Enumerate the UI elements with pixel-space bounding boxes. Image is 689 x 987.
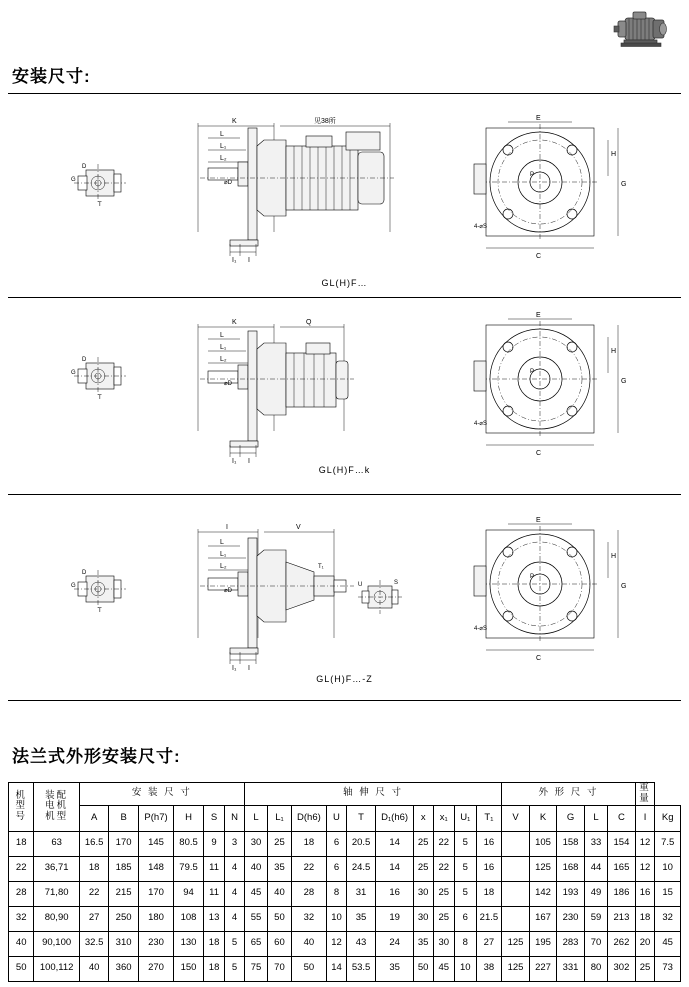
svg-text:E: E bbox=[536, 115, 541, 122]
cell: 24 bbox=[376, 931, 414, 956]
divider-3 bbox=[8, 700, 681, 701]
cell: 18 bbox=[203, 956, 225, 981]
cell: 40 bbox=[291, 931, 327, 956]
cell: 108 bbox=[174, 906, 204, 931]
cell: 125 bbox=[529, 856, 557, 881]
header-group-shaft: 轴 伸 尺 寸 bbox=[244, 783, 501, 806]
svg-text:P: P bbox=[530, 574, 535, 580]
cell-motor: 100,112 bbox=[34, 956, 79, 981]
cell: 75 bbox=[244, 956, 267, 981]
svg-text:C: C bbox=[536, 253, 542, 260]
svg-text:U: U bbox=[358, 582, 363, 588]
cell: 55 bbox=[244, 906, 267, 931]
cell: 7.5 bbox=[655, 831, 681, 856]
cell: 14 bbox=[327, 956, 347, 981]
cell: 18 bbox=[291, 831, 327, 856]
svg-text:Q: Q bbox=[306, 319, 312, 326]
col-Kg: Kg bbox=[655, 805, 681, 831]
svg-text:E: E bbox=[536, 517, 541, 524]
cell: 18 bbox=[203, 931, 225, 956]
cell: 32 bbox=[655, 906, 681, 931]
cell-motor: 36,71 bbox=[34, 856, 79, 881]
cell: 302 bbox=[608, 956, 636, 981]
cell: 5 bbox=[225, 956, 244, 981]
divider-1 bbox=[8, 297, 681, 298]
cell: 40 bbox=[79, 956, 109, 981]
col-L1: L₁ bbox=[268, 805, 291, 831]
table-row bbox=[9, 931, 681, 956]
svg-text:L₁: L₁ bbox=[220, 344, 227, 351]
cell: 167 bbox=[529, 906, 557, 931]
drawing-caption: GL(H)F…k bbox=[318, 465, 371, 475]
svg-text:L: L bbox=[220, 539, 224, 546]
col-I: I bbox=[635, 805, 655, 831]
cell: 32 bbox=[291, 906, 327, 931]
cell: 73 bbox=[655, 956, 681, 981]
svg-text:L₂: L₂ bbox=[220, 563, 227, 570]
cell bbox=[502, 906, 530, 931]
cell: 4 bbox=[225, 856, 244, 881]
cell: 27 bbox=[79, 906, 109, 931]
table-head bbox=[9, 783, 681, 832]
drawing-glhf bbox=[8, 100, 681, 288]
cell: 6 bbox=[327, 856, 347, 881]
cell: 60 bbox=[268, 931, 291, 956]
col-V: V bbox=[502, 805, 530, 831]
svg-text:P: P bbox=[530, 172, 535, 178]
cell: 22 bbox=[433, 856, 455, 881]
cell: 230 bbox=[138, 931, 173, 956]
cell: 43 bbox=[346, 931, 376, 956]
col-A: A bbox=[79, 805, 109, 831]
spec-table bbox=[8, 782, 681, 982]
cell: 6 bbox=[455, 906, 477, 931]
svg-text:L₂: L₂ bbox=[220, 155, 227, 162]
cell-model: 22 bbox=[9, 856, 34, 881]
cell: 16.5 bbox=[79, 831, 109, 856]
svg-text:H: H bbox=[611, 553, 617, 560]
cell: 80.5 bbox=[174, 831, 204, 856]
motor-illustration-icon bbox=[609, 8, 677, 54]
cell-motor: 71,80 bbox=[34, 881, 79, 906]
cell: 20.5 bbox=[346, 831, 376, 856]
svg-text:L₁: L₁ bbox=[220, 143, 227, 150]
svg-text:C: C bbox=[536, 655, 542, 662]
cell: 185 bbox=[109, 856, 138, 881]
svg-text:I: I bbox=[248, 458, 250, 465]
cell: 12 bbox=[635, 856, 655, 881]
cell: 25 bbox=[635, 956, 655, 981]
drawing-caption: GL(H)F…-Z bbox=[316, 674, 373, 684]
table-row bbox=[9, 856, 681, 881]
cell: 53.5 bbox=[346, 956, 376, 981]
cell: 270 bbox=[138, 956, 173, 981]
cell: 19 bbox=[376, 906, 414, 931]
cell-motor: 80,90 bbox=[34, 906, 79, 931]
cell-model: 28 bbox=[9, 881, 34, 906]
cell: 4 bbox=[225, 881, 244, 906]
flange-dimensions-title: 法兰式外形安装尺寸: bbox=[12, 747, 181, 766]
cell: 168 bbox=[557, 856, 585, 881]
cell: 16 bbox=[376, 881, 414, 906]
svg-text:G: G bbox=[71, 583, 76, 589]
svg-text:V: V bbox=[296, 524, 301, 531]
cell: 35 bbox=[268, 856, 291, 881]
divider-2 bbox=[8, 494, 681, 495]
cell: 154 bbox=[608, 831, 636, 856]
col-U: U bbox=[327, 805, 347, 831]
cell: 10 bbox=[655, 856, 681, 881]
svg-text:D: D bbox=[82, 357, 87, 363]
cell: 16 bbox=[476, 856, 502, 881]
cell: 360 bbox=[109, 956, 138, 981]
svg-text:T: T bbox=[98, 202, 102, 208]
col-H: H bbox=[174, 805, 204, 831]
cell: 22 bbox=[79, 881, 109, 906]
svg-text:I: I bbox=[226, 524, 228, 531]
cell: 30 bbox=[433, 931, 455, 956]
cell: 25 bbox=[268, 831, 291, 856]
cell: 59 bbox=[584, 906, 607, 931]
svg-text:I₁: I₁ bbox=[232, 665, 237, 672]
svg-text:L₂: L₂ bbox=[220, 356, 227, 363]
col-G: G bbox=[557, 805, 585, 831]
col-P: P(h7) bbox=[138, 805, 173, 831]
cell: 25 bbox=[433, 906, 455, 931]
cell: 148 bbox=[138, 856, 173, 881]
svg-text:G: G bbox=[621, 583, 627, 590]
col-x: x bbox=[413, 805, 433, 831]
cell: 9 bbox=[203, 831, 225, 856]
cell: 8 bbox=[455, 931, 477, 956]
cell: 25 bbox=[433, 881, 455, 906]
cell: 250 bbox=[109, 906, 138, 931]
svg-text:T₁: T₁ bbox=[318, 564, 324, 570]
header-group-outline: 外 形 尺 寸 bbox=[502, 783, 635, 806]
cell: 21.5 bbox=[476, 906, 502, 931]
cell-model: 40 bbox=[9, 931, 34, 956]
cell: 5 bbox=[455, 881, 477, 906]
svg-text:⌀D: ⌀D bbox=[224, 180, 232, 186]
table-row bbox=[9, 906, 681, 931]
svg-text:K: K bbox=[232, 118, 237, 125]
col-x1: x₁ bbox=[433, 805, 455, 831]
drawing-caption: GL(H)F… bbox=[321, 278, 368, 288]
header-group-install: 安 装 尺 寸 bbox=[79, 783, 244, 806]
svg-text:E: E bbox=[536, 312, 541, 319]
cell-motor: 90,100 bbox=[34, 931, 79, 956]
cell: 16 bbox=[635, 881, 655, 906]
svg-text:H: H bbox=[611, 348, 617, 355]
cell: 283 bbox=[557, 931, 585, 956]
svg-text:G: G bbox=[71, 177, 76, 183]
cell: 35 bbox=[376, 956, 414, 981]
svg-text:K: K bbox=[232, 319, 237, 326]
cell: 50 bbox=[413, 956, 433, 981]
header-motor-model: 装配 电机 机型 bbox=[34, 783, 79, 832]
svg-text:见38所: 见38所 bbox=[314, 118, 336, 125]
col-N: N bbox=[225, 805, 244, 831]
spec-table-wrap bbox=[8, 782, 681, 982]
cell: 4 bbox=[225, 906, 244, 931]
cell: 193 bbox=[557, 881, 585, 906]
table-row bbox=[9, 956, 681, 981]
col-U1: U₁ bbox=[455, 805, 477, 831]
cell: 331 bbox=[557, 956, 585, 981]
svg-text:T: T bbox=[98, 395, 102, 401]
cell: 40 bbox=[268, 881, 291, 906]
svg-text:D: D bbox=[82, 570, 87, 576]
cell: 145 bbox=[138, 831, 173, 856]
cell: 5 bbox=[455, 831, 477, 856]
col-T1: T₁ bbox=[476, 805, 502, 831]
cell: 65 bbox=[244, 931, 267, 956]
cell: 25 bbox=[413, 831, 433, 856]
cell-model: 50 bbox=[9, 956, 34, 981]
cell: 16 bbox=[476, 831, 502, 856]
cell: 12 bbox=[635, 831, 655, 856]
cell: 30 bbox=[413, 881, 433, 906]
cell: 22 bbox=[291, 856, 327, 881]
cell: 125 bbox=[502, 931, 530, 956]
drawing-glhf-z bbox=[8, 508, 681, 684]
svg-text:4-⌀S: 4-⌀S bbox=[474, 224, 487, 230]
cell: 10 bbox=[327, 906, 347, 931]
cell: 32.5 bbox=[79, 931, 109, 956]
svg-text:T: T bbox=[98, 608, 102, 614]
svg-text:4-⌀S: 4-⌀S bbox=[474, 421, 487, 427]
cell: 20 bbox=[635, 931, 655, 956]
cell: 45 bbox=[433, 956, 455, 981]
cell: 5 bbox=[455, 856, 477, 881]
cell: 27 bbox=[476, 931, 502, 956]
cell: 13 bbox=[203, 906, 225, 931]
cell-motor: 63 bbox=[34, 831, 79, 856]
cell: 80 bbox=[584, 956, 607, 981]
cell: 230 bbox=[557, 906, 585, 931]
cell: 14 bbox=[376, 856, 414, 881]
cell: 70 bbox=[268, 956, 291, 981]
cell-model: 32 bbox=[9, 906, 34, 931]
cell: 30 bbox=[413, 906, 433, 931]
header-group-weight: 重 量 bbox=[635, 783, 655, 806]
cell: 12 bbox=[327, 931, 347, 956]
cell: 35 bbox=[346, 906, 376, 931]
svg-text:S: S bbox=[394, 580, 399, 586]
cell: 165 bbox=[608, 856, 636, 881]
cell: 150 bbox=[174, 956, 204, 981]
cell: 105 bbox=[529, 831, 557, 856]
svg-text:⌀D: ⌀D bbox=[224, 588, 232, 594]
table-group-row bbox=[9, 783, 681, 806]
cell: 125 bbox=[502, 956, 530, 981]
cell: 170 bbox=[109, 831, 138, 856]
cell: 25 bbox=[413, 856, 433, 881]
cell: 170 bbox=[138, 881, 173, 906]
cell: 195 bbox=[529, 931, 557, 956]
cell: 28 bbox=[291, 881, 327, 906]
cell: 79.5 bbox=[174, 856, 204, 881]
installation-dimensions-title: 安装尺寸: bbox=[12, 67, 91, 86]
cell: 18 bbox=[79, 856, 109, 881]
cell: 33 bbox=[584, 831, 607, 856]
cell: 158 bbox=[557, 831, 585, 856]
svg-text:L: L bbox=[220, 131, 224, 138]
cell: 70 bbox=[584, 931, 607, 956]
cell: 38 bbox=[476, 956, 502, 981]
header-model: 机 型 号 bbox=[9, 783, 34, 832]
cell bbox=[502, 831, 530, 856]
cell bbox=[502, 881, 530, 906]
cell: 50 bbox=[291, 956, 327, 981]
cell: 14 bbox=[376, 831, 414, 856]
cell: 227 bbox=[529, 956, 557, 981]
cell: 15 bbox=[655, 881, 681, 906]
svg-text:P: P bbox=[530, 369, 535, 375]
cell: 31 bbox=[346, 881, 376, 906]
table-body bbox=[9, 831, 681, 981]
col-C: C bbox=[608, 805, 636, 831]
cell: 24.5 bbox=[346, 856, 376, 881]
table-row bbox=[9, 831, 681, 856]
cell: 215 bbox=[109, 881, 138, 906]
svg-text:L₁: L₁ bbox=[220, 551, 227, 558]
divider-top bbox=[8, 93, 681, 94]
col-D: D(h6) bbox=[291, 805, 327, 831]
cell: 10 bbox=[455, 956, 477, 981]
cell: 45 bbox=[655, 931, 681, 956]
cell: 18 bbox=[635, 906, 655, 931]
cell: 22 bbox=[433, 831, 455, 856]
cell: 3 bbox=[225, 831, 244, 856]
cell: 49 bbox=[584, 881, 607, 906]
svg-text:G: G bbox=[71, 370, 76, 376]
svg-text:I: I bbox=[248, 257, 250, 264]
cell bbox=[502, 856, 530, 881]
table-column-row bbox=[9, 805, 681, 831]
col-S: S bbox=[203, 805, 225, 831]
table-row bbox=[9, 881, 681, 906]
cell: 30 bbox=[244, 831, 267, 856]
svg-text:4-⌀S: 4-⌀S bbox=[474, 626, 487, 632]
svg-text:I: I bbox=[248, 665, 250, 672]
col-D1: D₁(h6) bbox=[376, 805, 414, 831]
svg-text:L: L bbox=[220, 332, 224, 339]
svg-text:H: H bbox=[611, 151, 617, 158]
svg-text:I₁: I₁ bbox=[232, 257, 237, 264]
cell: 180 bbox=[138, 906, 173, 931]
cell: 44 bbox=[584, 856, 607, 881]
cell: 130 bbox=[174, 931, 204, 956]
svg-text:D: D bbox=[82, 164, 87, 170]
cell: 142 bbox=[529, 881, 557, 906]
col-L: L bbox=[244, 805, 267, 831]
cell: 11 bbox=[203, 856, 225, 881]
cell: 40 bbox=[244, 856, 267, 881]
cell: 45 bbox=[244, 881, 267, 906]
cell: 310 bbox=[109, 931, 138, 956]
col-B: B bbox=[109, 805, 138, 831]
cell: 186 bbox=[608, 881, 636, 906]
svg-text:G: G bbox=[621, 378, 627, 385]
col-K: K bbox=[529, 805, 557, 831]
cell-model: 18 bbox=[9, 831, 34, 856]
col-T: T bbox=[346, 805, 376, 831]
cell: 6 bbox=[327, 831, 347, 856]
cell: 35 bbox=[413, 931, 433, 956]
cell: 94 bbox=[174, 881, 204, 906]
svg-text:C: C bbox=[536, 450, 542, 457]
drawing-glhf-k bbox=[8, 305, 681, 475]
cell: 50 bbox=[268, 906, 291, 931]
cell: 213 bbox=[608, 906, 636, 931]
cell: 262 bbox=[608, 931, 636, 956]
svg-text:I₁: I₁ bbox=[232, 458, 237, 465]
col-Louter: L bbox=[584, 805, 607, 831]
svg-text:⌀D: ⌀D bbox=[224, 381, 232, 387]
svg-text:G: G bbox=[621, 181, 627, 188]
cell: 18 bbox=[476, 881, 502, 906]
cell: 5 bbox=[225, 931, 244, 956]
cell: 8 bbox=[327, 881, 347, 906]
cell: 11 bbox=[203, 881, 225, 906]
